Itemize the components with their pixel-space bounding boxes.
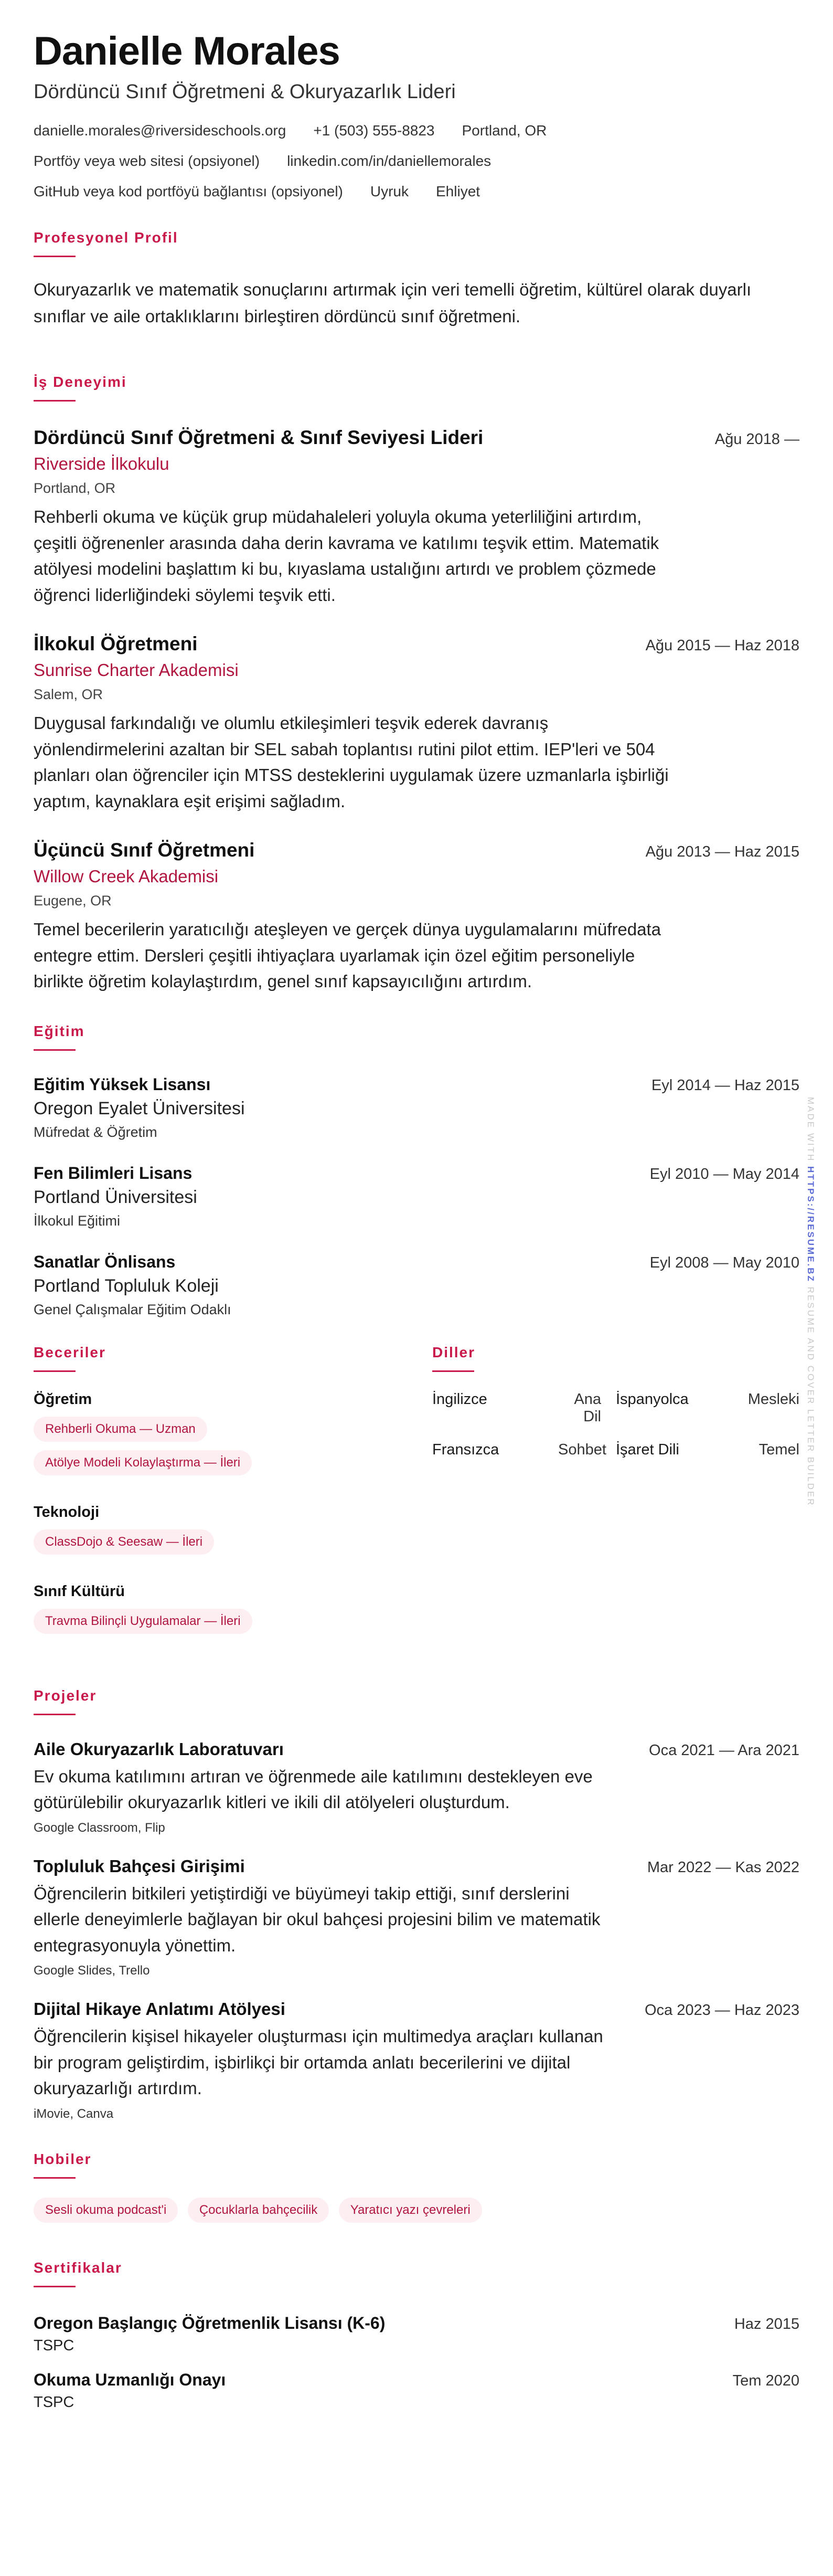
project-date: Mar 2022 — Kas 2022 — [647, 1859, 799, 1876]
project-description: Ev okuma katılımını artıran ve öğrenmede aile katılımını destekleyen eve götürülebilir okuryazarlık kitleri ve ikili dil atölyeleri oluşturdum. — [34, 1766, 593, 1812]
certifications-section — [34, 2260, 799, 2411]
language-level: Mesleki — [747, 1390, 799, 1408]
section-heading: İş Deneyimi — [34, 374, 127, 390]
job-title: Üçüncü Sınıf Öğretmeni — [34, 839, 255, 861]
project-tools: Google Classroom, Flip — [34, 1820, 165, 1835]
project-title: Aile Okuryazarlık Laboratuvarı — [34, 1739, 284, 1759]
education-date: Eyl 2008 — May 2010 — [649, 1254, 799, 1271]
hobbies-section — [34, 2151, 799, 2231]
languages-section — [432, 1344, 799, 1662]
language-name: Fransızca — [432, 1441, 499, 1458]
section-divider — [34, 256, 76, 257]
section-divider — [34, 1714, 76, 1715]
job-description: Rehberli okuma ve küçük grup müdahaleleri yoluyla okuma yeterliliğini artırdım, çeşitli öğrenenler arasında daha derin kavrama ve katılımı teşvik ettim. Matematik atölyesi modelini başlattım ki bu, kıyaslama ustalığını artırdı ve problem çözmede öğrenci liderliğindeki söylemi teşvik etti. — [34, 507, 659, 605]
language-name: İspanyolca — [616, 1390, 689, 1408]
section-heading: Hobiler — [34, 2150, 92, 2167]
job-description: Duygusal farkındalığı ve olumlu etkileşimleri teşvik ederek davranış yönlendirmelerini azaltan bir SEL sabah toplantısı rutini pilot ettim. IEP'leri ve 504 planları olan öğrenciler için MTSS desteklerini uygulamak üzere uzmanlarla işbirliği yaptım, kaynaklara eşit erişimi sağladım. — [34, 713, 669, 811]
contact-info — [34, 122, 799, 200]
experience-entry — [34, 427, 799, 608]
contact-nationality: Uyruk — [370, 183, 409, 199]
language-level: Sohbet — [558, 1441, 606, 1458]
language-name: İngilizce — [432, 1390, 487, 1408]
certification-title: Okuma Uzmanlığı Onayı — [34, 2370, 226, 2389]
language-name: İşaret Dili — [616, 1441, 679, 1458]
job-location: Eugene, OR — [34, 893, 112, 909]
experience-section — [34, 374, 799, 995]
skills-section — [34, 1344, 432, 1662]
section-divider — [34, 1049, 76, 1051]
resume-page — [34, 31, 799, 2427]
section-divider — [34, 1370, 76, 1372]
project-entry — [34, 1999, 799, 2121]
project-tools: iMovie, Canva — [34, 2106, 114, 2121]
section-divider — [34, 2286, 76, 2287]
languages-list — [432, 1391, 799, 1459]
experience-entry — [34, 633, 799, 814]
project-title: Topluluk Bahçesi Girişimi — [34, 1856, 245, 1876]
school: Oregon Eyalet Üniversitesi — [34, 1098, 245, 1118]
project-entry — [34, 1739, 799, 1835]
job-date: Ağu 2015 — Haz 2018 — [645, 637, 799, 654]
project-date: Oca 2023 — Haz 2023 — [644, 2002, 799, 2019]
job-date: Ağu 2018 — — [714, 431, 799, 448]
language-level: Temel — [759, 1441, 799, 1458]
contact-phone[interactable]: +1 (503) 555-8823 — [313, 122, 435, 139]
skill-group-title: Teknoloji — [34, 1503, 100, 1521]
project-date: Oca 2021 — Ara 2021 — [649, 1741, 799, 1759]
hobby-chip: Çocuklarla bahçecilik — [188, 2198, 329, 2223]
section-divider — [34, 400, 76, 402]
project-description: Öğrencilerin bitkileri yetiştirdiği ve büyümeyi takip ettiği, sınıf derslerini ellerle deneyimlerle bağlayan bir okul bahçesi projesini bilim ve matematik entegrasyonuyla yönettim. — [34, 1883, 601, 1955]
section-divider — [34, 2177, 76, 2179]
contact-portfolio[interactable]: Portföy veya web sitesi (opsiyonel) — [34, 153, 260, 169]
projects-section — [34, 1687, 799, 2121]
experience-entry — [34, 839, 799, 995]
employer: Riverside İlkokulu — [34, 454, 169, 474]
skill-chip: Atölye Modeli Kolaylaştırma — İleri — [34, 1450, 252, 1475]
degree: Eğitim Yüksek Lisansı — [34, 1074, 211, 1094]
field-of-study: Müfredat & Öğretim — [34, 1124, 157, 1140]
field-of-study: İlkokul Eğitimi — [34, 1212, 121, 1229]
employer: Sunrise Charter Akademisi — [34, 660, 239, 680]
certification-entry — [34, 2370, 799, 2411]
skill-chip: Travma Bilinçli Uygulamalar — İleri — [34, 1609, 252, 1634]
hobby-chip: Sesli okuma podcast'i — [34, 2198, 178, 2223]
skill-group-title: Sınıf Kültürü — [34, 1582, 125, 1600]
hobby-list — [34, 2198, 799, 2231]
degree: Fen Bilimleri Lisans — [34, 1163, 193, 1183]
section-heading: Projeler — [34, 1687, 97, 1704]
skill-group — [34, 1583, 432, 1642]
project-tools: Google Slides, Trello — [34, 1963, 150, 1978]
project-description: Öğrencilerin kişisel hikayeler oluşturması için multimedya araçları kullanan bir program geliştirdim, işbirlikçi bir ortamda anlatı becerilerini ve dijital okuryazarlığı artırdım. — [34, 2026, 603, 2098]
education-date: Eyl 2010 — May 2014 — [649, 1165, 799, 1183]
certification-date: Tem 2020 — [732, 2372, 799, 2389]
watermark-prefix: MADE WITH — [806, 1097, 816, 1166]
education-date: Eyl 2014 — Haz 2015 — [651, 1076, 799, 1094]
school: Portland Topluluk Koleji — [34, 1275, 219, 1296]
section-divider — [432, 1370, 474, 1372]
candidate-title: Dördüncü Sınıf Öğretmeni & Okuryazarlık Lideri — [34, 81, 456, 103]
contact-linkedin[interactable]: linkedin.com/in/daniellemorales — [287, 153, 492, 169]
contact-email[interactable]: danielle.morales@riversideschools.org — [34, 122, 286, 139]
school: Portland Üniversitesi — [34, 1187, 197, 1207]
watermark-suffix: RESUME AND COVER LETTER BUILDER — [806, 1282, 816, 1507]
hobby-chip: Yaratıcı yazı çevreleri — [339, 2198, 482, 2223]
skill-group-title: Öğretim — [34, 1390, 92, 1408]
certification-date: Haz 2015 — [734, 2315, 799, 2332]
degree: Sanatlar Önlisans — [34, 1252, 176, 1271]
project-entry — [34, 1856, 799, 1979]
education-entry — [34, 1075, 799, 1141]
section-heading: Sertifikalar — [34, 2259, 122, 2276]
section-heading: Beceriler — [34, 1344, 106, 1360]
contact-github[interactable]: GitHub veya kod portföyü bağlantısı (opsiyonel) — [34, 183, 343, 199]
education-entry — [34, 1164, 799, 1229]
skill-group — [34, 1391, 432, 1484]
certification-entry — [34, 2314, 799, 2355]
profile-text: Okuryazarlık ve matematik sonuçlarını artırmak için veri temelli öğretim, kültürel olarak duyarlı sınıflar ve aile ortaklıklarını birleştiren dördüncü sınıf öğretmeni. — [34, 280, 752, 326]
job-location: Salem, OR — [34, 687, 103, 703]
job-title: Dördüncü Sınıf Öğretmeni & Sınıf Seviyesi Lideri — [34, 427, 484, 449]
watermark-link[interactable]: HTTPS://RESUME.BZ — [806, 1166, 816, 1283]
certification-issuer: TSPC — [34, 2393, 74, 2411]
certification-issuer: TSPC — [34, 2337, 74, 2354]
skill-group — [34, 1504, 432, 1563]
section-heading: Profesyonel Profil — [34, 229, 178, 246]
contact-license: Ehliyet — [436, 183, 480, 199]
certification-title: Oregon Başlangıç Öğretmenlik Lisansı (K-6) — [34, 2313, 386, 2332]
job-location: Portland, OR — [34, 480, 116, 497]
section-heading: Eğitim — [34, 1022, 85, 1039]
contact-location: Portland, OR — [462, 122, 547, 139]
section-heading: Diller — [432, 1344, 476, 1360]
profile-section — [34, 229, 799, 330]
employer: Willow Creek Akademisi — [34, 867, 219, 886]
project-title: Dijital Hikaye Anlatımı Atölyesi — [34, 1999, 285, 2019]
field-of-study: Genel Çalışmalar Eğitim Odaklı — [34, 1301, 231, 1317]
skill-chip: ClassDojo & Seesaw — İleri — [34, 1529, 214, 1555]
skills-languages-row — [34, 1344, 799, 1662]
education-entry — [34, 1252, 799, 1318]
education-section — [34, 1023, 799, 1318]
candidate-name: Danielle Morales — [34, 29, 340, 73]
skill-chip: Rehberli Okuma — Uzman — [34, 1417, 207, 1442]
job-description: Temel becerilerin yaratıcılığı ateşleyen ve gerçek dünya uygulamalarını müfredata entegre ettim. Dersleri çeşitli ihtiyaçlara uyarlamak için özel eğitim personeliyle birlikte öğretim kolaylaştırdım, genel sınıf kapsayıcılığını artırdım. — [34, 920, 661, 991]
job-date: Ağu 2013 — Haz 2015 — [645, 843, 799, 861]
builder-watermark — [805, 1097, 816, 1507]
job-title: İlkokul Öğretmeni — [34, 633, 198, 655]
language-level: Ana Dil — [574, 1390, 601, 1425]
